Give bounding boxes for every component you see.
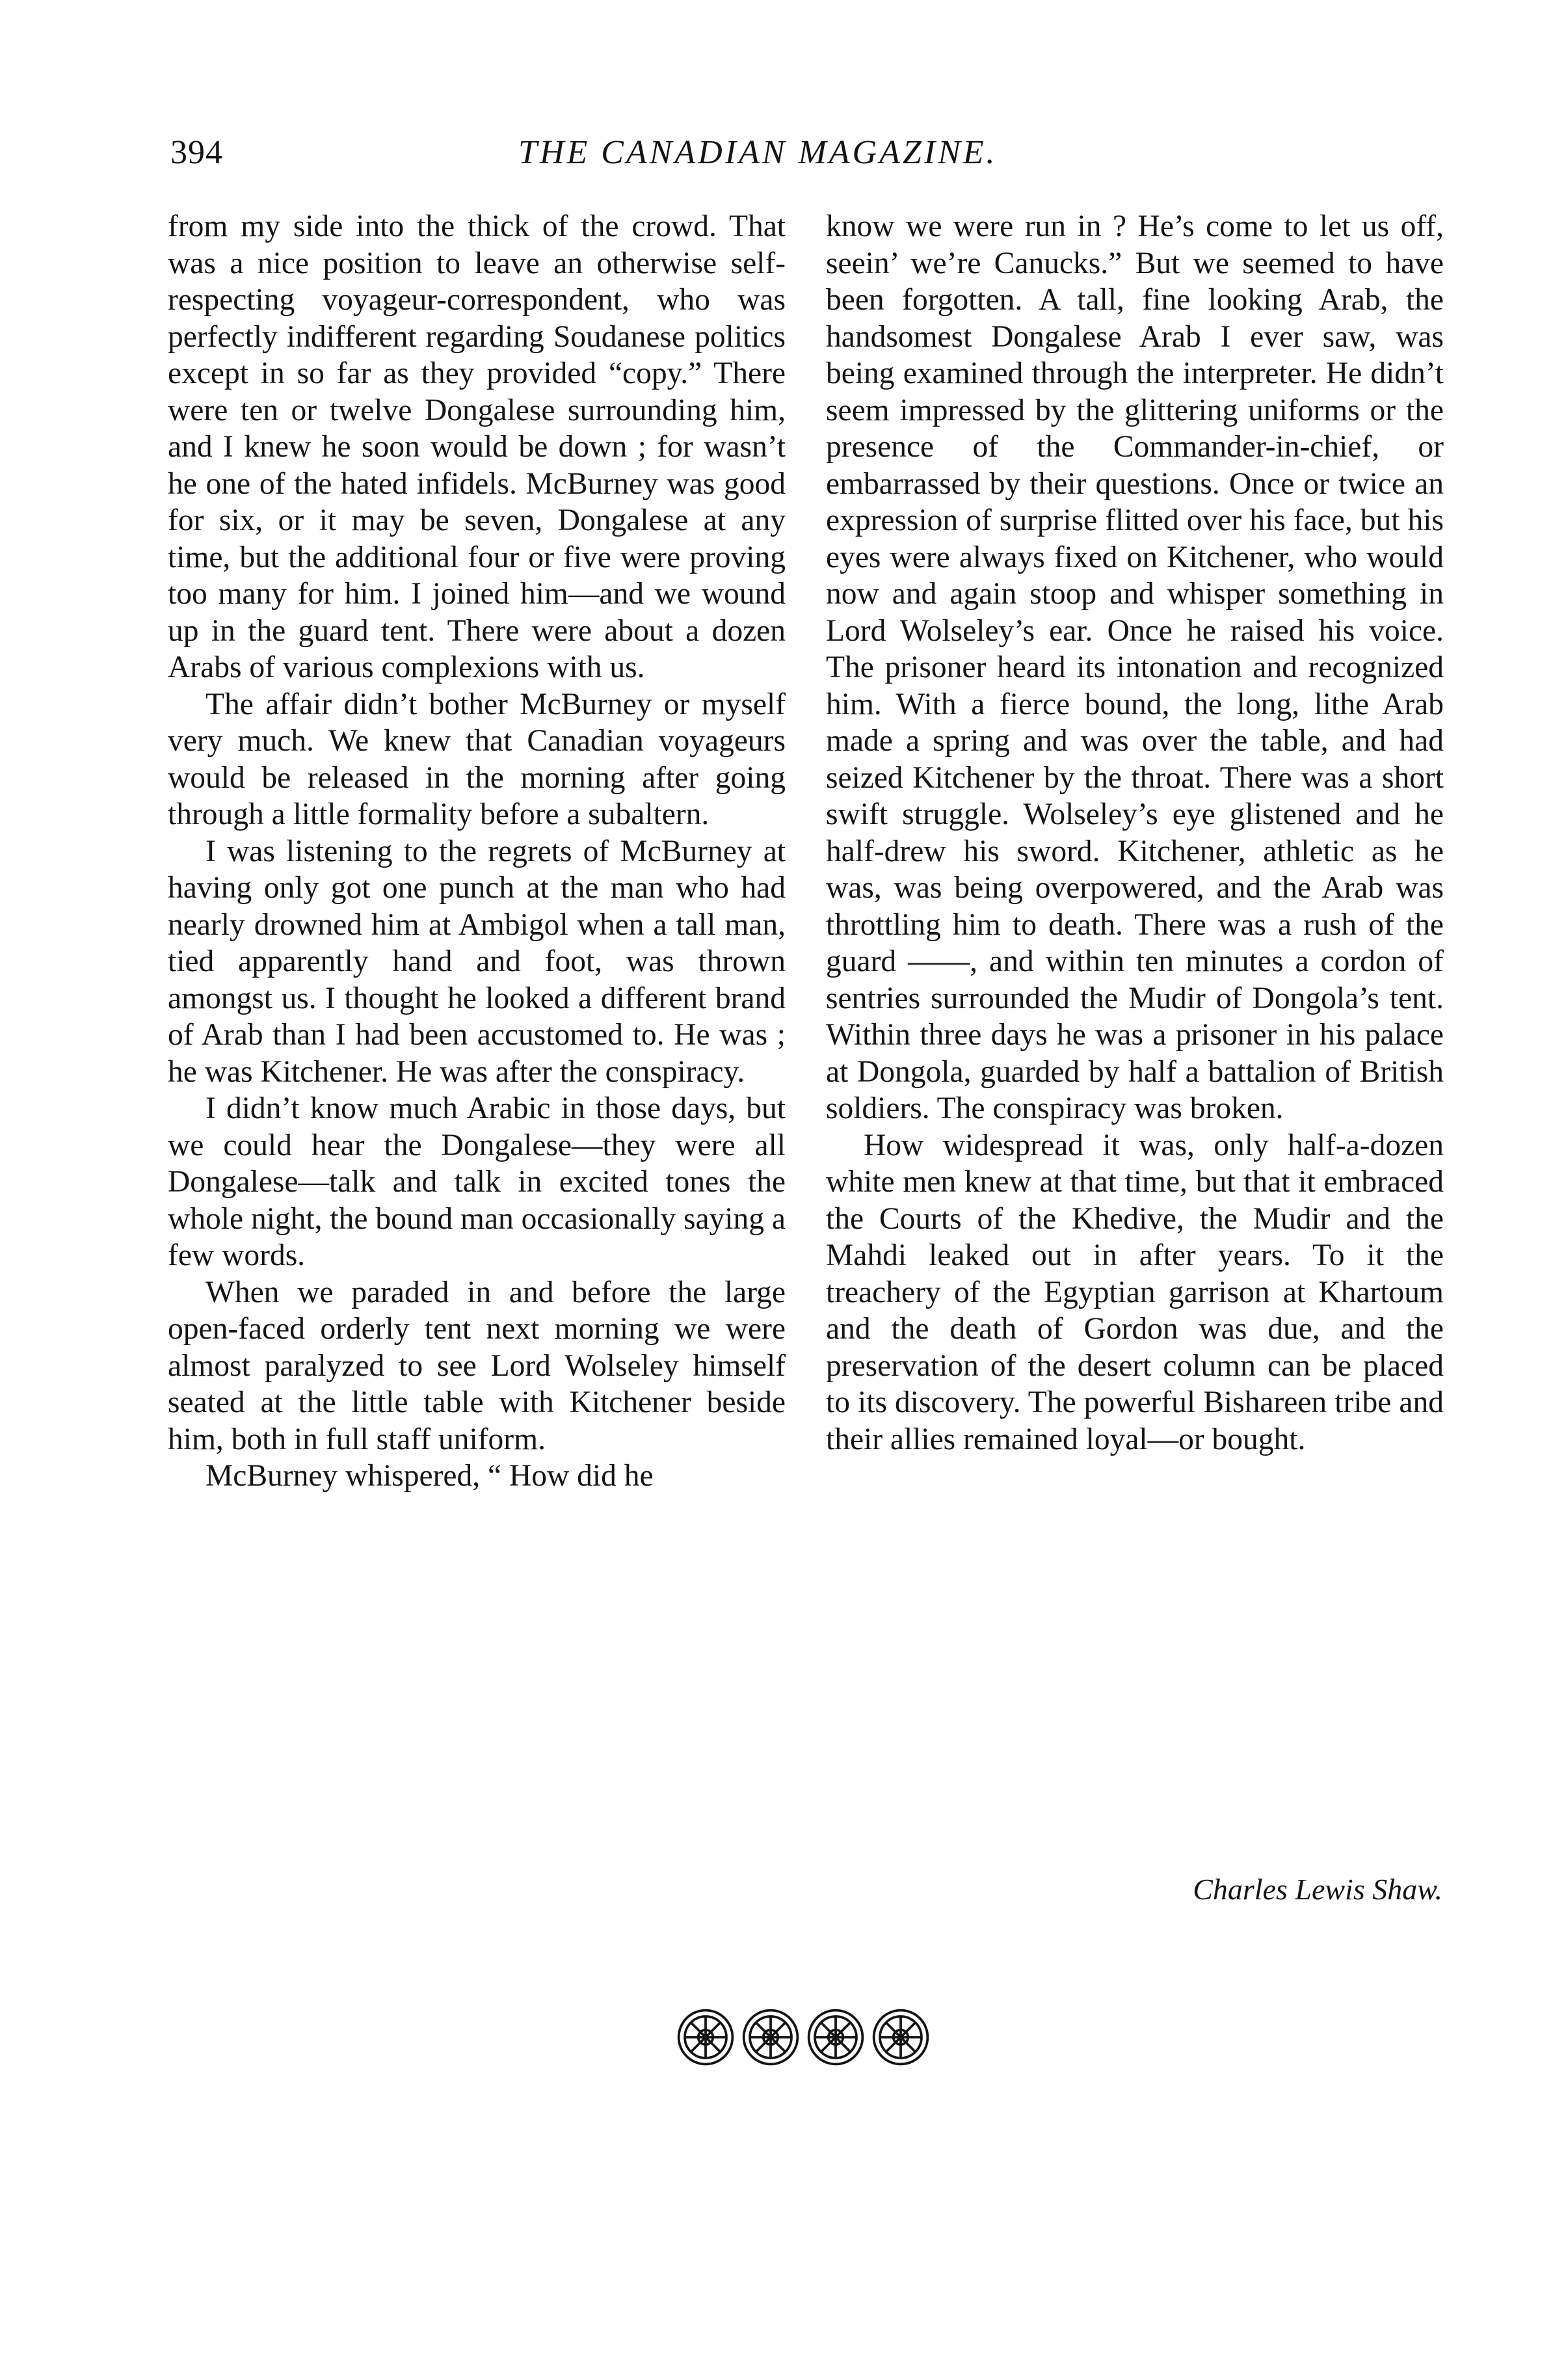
journal-title: THE CANADIAN MAGAZINE. bbox=[518, 134, 998, 171]
paragraph: The affair didn’t bother McBurney or myself very much. We knew that Canadian voyageurs would be released in the morning after going through a little formality before a subaltern. bbox=[168, 687, 786, 831]
rosette-ornament-icon bbox=[805, 2007, 866, 2068]
paragraph: from my side into the thick of the crowd. That was a nice position to leave an otherwise self-respecting voyageur-correspondent, who was perfectly indifferent regarding Soudanese politics except in so far as they provided “copy.” There were ten or twelve Dongalese surrounding him, and I knew he soon would be down ; for wasn’t he one of the hated infidels. McBurney was good for six, or it may be seven, Dongalese at any time, but the additional four or five were proving too many for him. I joined him—and we wound up in the guard tent. There were about a dozen Arabs of various complexions with us. bbox=[168, 209, 786, 684]
paragraph: I didn’t know much Arabic in those days, but we could hear the Dongalese—they were all Dongalese—talk and talk in excited tones the whole night, the bound man occasionally saying a few words. bbox=[168, 1091, 786, 1272]
paragraph: When we paraded in and before the large open-faced orderly tent next morning we were almost paralyzed to see Lord Wolseley himself seated at the little table with Kitchener beside him, both in full staff uniform. bbox=[168, 1275, 786, 1456]
page-number: 394 bbox=[170, 134, 223, 171]
paragraph: McBurney whispered, “ How did he bbox=[206, 1459, 654, 1493]
rosette-ornament-icon bbox=[740, 2007, 801, 2068]
end-ornament bbox=[675, 2007, 935, 2072]
paragraph: know we were run in ? He’s come to let us off, seein’ we’re Canucks.” But we seemed to have been forgotten. A tall, fine looking Arab, the handsomest Dongalese Arab I ever saw, was being examined through the interpreter. He didn’t seem impressed by the glittering uniforms or the presence of the Commander-in-chief, or embarrassed by their questions. Once or twice an expression of surprise flitted over his face, but his eyes were always fixed on Kitchener, who would now and again stoop and whisper something in Lord Wolseley’s ear. Once he raised his voice. The prisoner heard its intonation and recognized him. With a fierce bound, the long, lithe Arab made a spring and was over the table, and had seized Kitchener by the throat. There was a short swift struggle. Wolseley’s eye glistened and he half-drew his sword. Kitchener, athletic as he was, was being overpowered, and the Arab was throttling him to death. There was a rush of the guard ——, and within ten minutes a cordon of sentries surrounded the Mudir of Dongola’s tent. Within three days he was a prisoner in his palace at Dongola, guarded by half a battalion of British soldiers. The conspiracy was broken. bbox=[826, 209, 1444, 1125]
right-column bbox=[826, 208, 1444, 1458]
paragraph: How widespread it was, only half-a-dozen white men knew at that time, but that it embraced the Courts of the Khedive, the Mudir and the Mahdi leaked out in after years. To it the treachery of the Egyptian garrison at Khartoum and the death of Gordon was due, and the preservation of the desert column can be placed to its discovery. The powerful Bishareen tribe and their allies remained loyal—or bought. bbox=[826, 1128, 1444, 1456]
left-column bbox=[168, 208, 786, 1495]
rosette-ornament-icon bbox=[870, 2007, 931, 2068]
author-signature: Charles Lewis Shaw. bbox=[1193, 1873, 1442, 1906]
rosette-ornament-icon bbox=[675, 2007, 736, 2068]
paragraph: I was listening to the regrets of McBurney at having only got one punch at the man who had nearly drowned him at Ambigol when a tall man, tied apparently hand and foot, was thrown amongst us. I thought he looked a different brand of Arab than I had been accustomed to. He was ; he was Kitchener. He was after the conspiracy. bbox=[168, 834, 786, 1089]
running-head bbox=[170, 133, 1445, 179]
